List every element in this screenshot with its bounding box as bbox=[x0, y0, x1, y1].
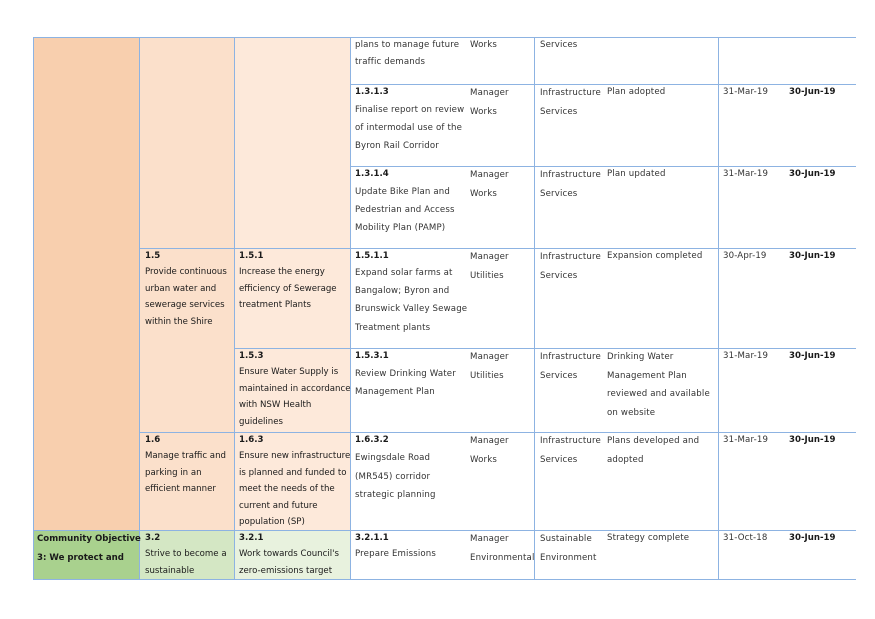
action-id: 1.3.1.3 bbox=[355, 87, 389, 97]
priority-text: Increase the energy efficiency of Sewerage treatment Plants bbox=[239, 267, 337, 310]
end-date: 30-Jun-19 bbox=[789, 435, 836, 445]
service-area: Infrastructure Services bbox=[540, 436, 601, 465]
action-id: 1.5.3.1 bbox=[355, 351, 389, 361]
responsible-officer: Manager Works bbox=[470, 88, 509, 117]
measure: Strategy complete bbox=[607, 533, 690, 543]
start-date: 31-Mar-19 bbox=[723, 351, 769, 361]
start-date: 31-Mar-19 bbox=[723, 87, 769, 97]
action-id: 3.2.1.1 bbox=[355, 533, 389, 543]
strategy-id: 1.5 bbox=[145, 251, 161, 261]
start-date: 30-Apr-19 bbox=[723, 251, 767, 261]
responsible-officer: Manager Environmental bbox=[470, 534, 535, 563]
col-divider bbox=[139, 37, 140, 580]
objective-band-1 bbox=[33, 38, 139, 530]
action-text: Prepare Emissions bbox=[355, 549, 437, 559]
strategy-text: Manage traffic and parking in an efficient manner bbox=[145, 451, 226, 494]
action-text: Update Bike Plan and Pedestrian and Access Mobility Plan (PAMP) bbox=[355, 187, 455, 234]
measure: Plans developed and adopted bbox=[607, 436, 700, 465]
service-area: Infrastructure Services bbox=[540, 88, 601, 117]
row-divider bbox=[350, 84, 856, 85]
measure: Plan adopted bbox=[607, 87, 666, 97]
action-text: Finalise report on review of intermodal use of the Byron Rail Corridor bbox=[355, 105, 465, 152]
strategy-id: 1.6 bbox=[145, 435, 161, 445]
service-area: Infrastructure Services bbox=[540, 252, 601, 281]
action-id: 1.3.1.4 bbox=[355, 169, 389, 179]
service-area: Infrastructure Services bbox=[540, 170, 601, 199]
responsible-officer: Manager Utilities bbox=[470, 352, 509, 381]
end-date: 30-Jun-19 bbox=[789, 251, 836, 261]
action-id: 1.5.1.1 bbox=[355, 251, 389, 261]
responsible-officer: Manager Works bbox=[470, 170, 509, 199]
action-text: Expand solar farms at Bangalow; Byron and Brunswick Valley Sewage Treatment plants bbox=[355, 268, 468, 333]
strategy-text: Strive to become a sustainable bbox=[145, 549, 227, 576]
end-date: 30-Jun-19 bbox=[789, 169, 836, 179]
measure: Plan updated bbox=[607, 169, 666, 179]
priority-id: 3.2.1 bbox=[239, 533, 264, 543]
service-area: Sustainable Environment bbox=[540, 534, 597, 563]
row-divider bbox=[350, 166, 856, 167]
service-area: Services bbox=[540, 40, 578, 50]
table-bottom-border bbox=[33, 579, 856, 580]
priority-id: 1.5.3 bbox=[239, 351, 264, 361]
measure: Drinking Water Management Plan reviewed and available on website bbox=[607, 352, 710, 418]
priority-text: Ensure new infrastructure is planned and funded to meet the needs of the current and future population (SP) bbox=[239, 451, 351, 527]
action-text: Ewingsdale Road (MR545) corridor strategic planning bbox=[355, 453, 436, 500]
strategy-text: Provide continuous urban water and sewerage services within the Shire bbox=[145, 267, 227, 327]
col-divider bbox=[534, 37, 535, 580]
action-text: Review Drinking Water Management Plan bbox=[355, 369, 456, 398]
community-objective: Community Objective 3: We protect and bbox=[37, 534, 141, 563]
responsible-officer: Works bbox=[470, 40, 497, 50]
start-date: 31-Oct-18 bbox=[723, 533, 768, 543]
col-divider bbox=[234, 37, 235, 580]
service-area: Infrastructure Services bbox=[540, 352, 601, 381]
col-divider bbox=[33, 37, 34, 580]
col-divider bbox=[718, 37, 719, 580]
priority-text: Work towards Council's zero-emissions target bbox=[239, 549, 339, 576]
responsible-officer: Manager Utilities bbox=[470, 252, 509, 281]
priority-text: Ensure Water Supply is maintained in accordance with NSW Health guidelines bbox=[239, 367, 351, 427]
priority-id: 1.6.3 bbox=[239, 435, 264, 445]
strategy-id: 3.2 bbox=[145, 533, 161, 543]
action-text: plans to manage future traffic demands bbox=[355, 40, 460, 67]
end-date: 30-Jun-19 bbox=[789, 351, 836, 361]
start-date: 31-Mar-19 bbox=[723, 169, 769, 179]
priority-id: 1.5.1 bbox=[239, 251, 264, 261]
responsible-officer: Manager Works bbox=[470, 436, 509, 465]
action-id: 1.6.3.2 bbox=[355, 435, 389, 445]
start-date: 31-Mar-19 bbox=[723, 435, 769, 445]
end-date: 30-Jun-19 bbox=[789, 533, 836, 543]
measure: Expansion completed bbox=[607, 251, 703, 261]
end-date: 30-Jun-19 bbox=[789, 87, 836, 97]
